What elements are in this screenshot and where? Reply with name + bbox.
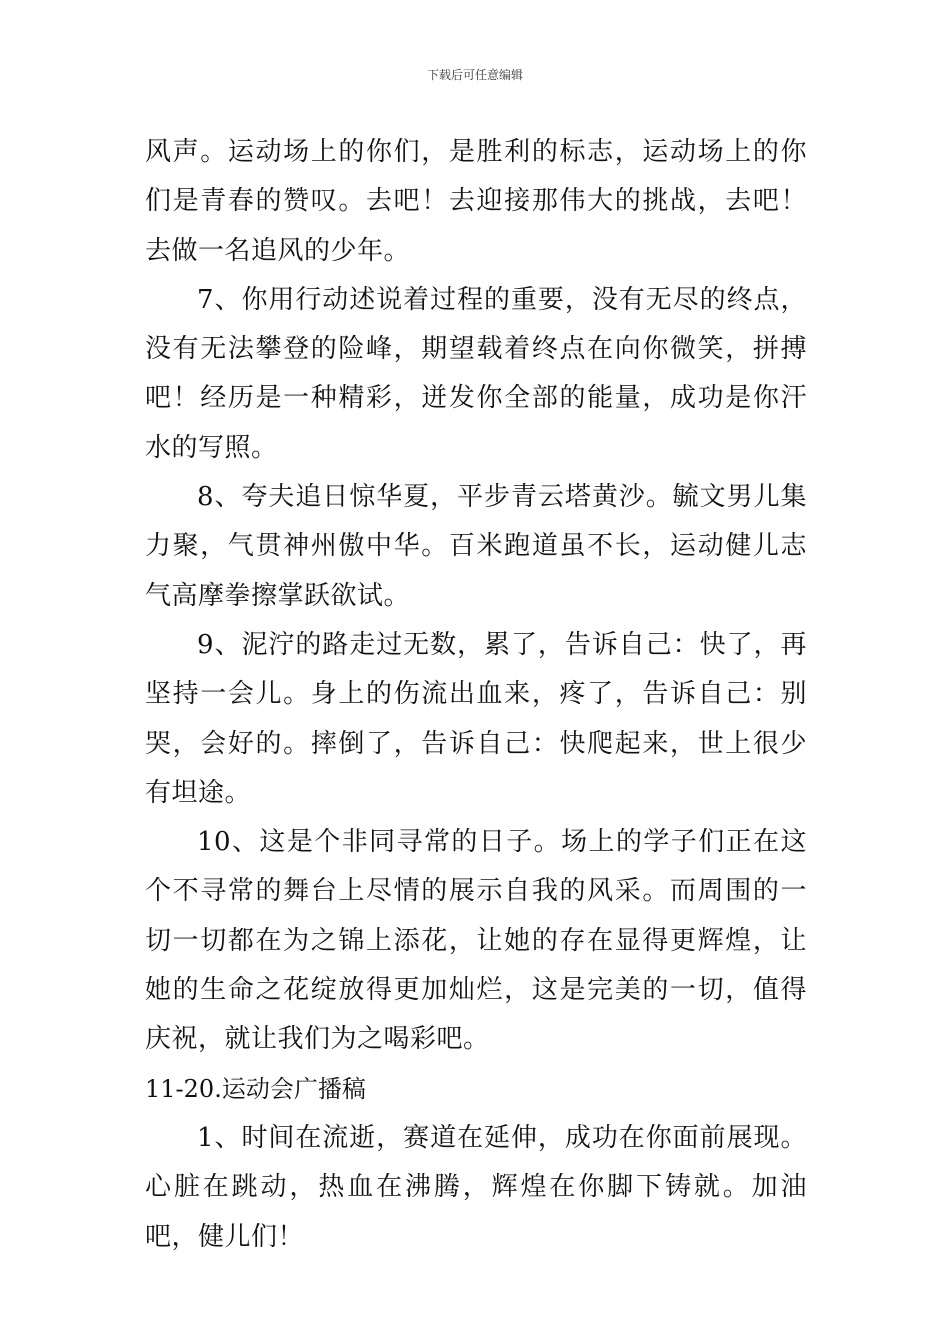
page-header: 下载后可任意编辑 [426, 68, 523, 82]
paragraph-item-9: 9、泥泞的路走过无数，累了，告诉自己：快了，再坚持一会儿。身上的伤流出血来，疼了，告诉自己：别哭，会好的。摔倒了，告诉自己：快爬起来，世上很少有坦途。 [145, 629, 807, 808]
section-heading: 11-20.运动会广播稿 [145, 1074, 366, 1103]
paragraph-item-10: 10、这是个非同寻常的日子。场上的学子们正在这个不寻常的舞台上尽情的展示自我的风采。而周围的一切一切都在为之锦上添花，让她的存在显得更辉煌，让她的生命之花绽放得更加灿烂，这是完美的一切，值得庆祝，就让我们为之喝彩吧。 [145, 827, 807, 1055]
paragraph-item-1: 1、时间在流逝，赛道在延伸，成功在你面前展现。心脏在跳动，热血在沸腾，辉煌在你脚下铸就。加油吧，健儿们！ [145, 1122, 807, 1252]
paragraph-item-8: 8、夸夫追日惊华夏，平步青云塔黄沙。毓文男儿集力聚，气贯神州傲中华。百米跑道虽不长，运动健儿志气高摩拳擦掌跃欲试。 [145, 482, 807, 611]
document-body [145, 128, 807, 1262]
paragraph-continuation: 风声。运动场上的你们，是胜利的标志，运动场上的你们是青春的赞叹。去吧！去迎接那伟大的挑战，去吧！去做一名追风的少年。 [145, 137, 807, 266]
paragraph-item-7: 7、你用行动述说着过程的重要，没有无尽的终点，没有无法攀登的险峰，期望载着终点在向你微笑，拼搏吧！经历是一种精彩，迸发你全部的能量，成功是你汗水的写照。 [145, 284, 807, 463]
